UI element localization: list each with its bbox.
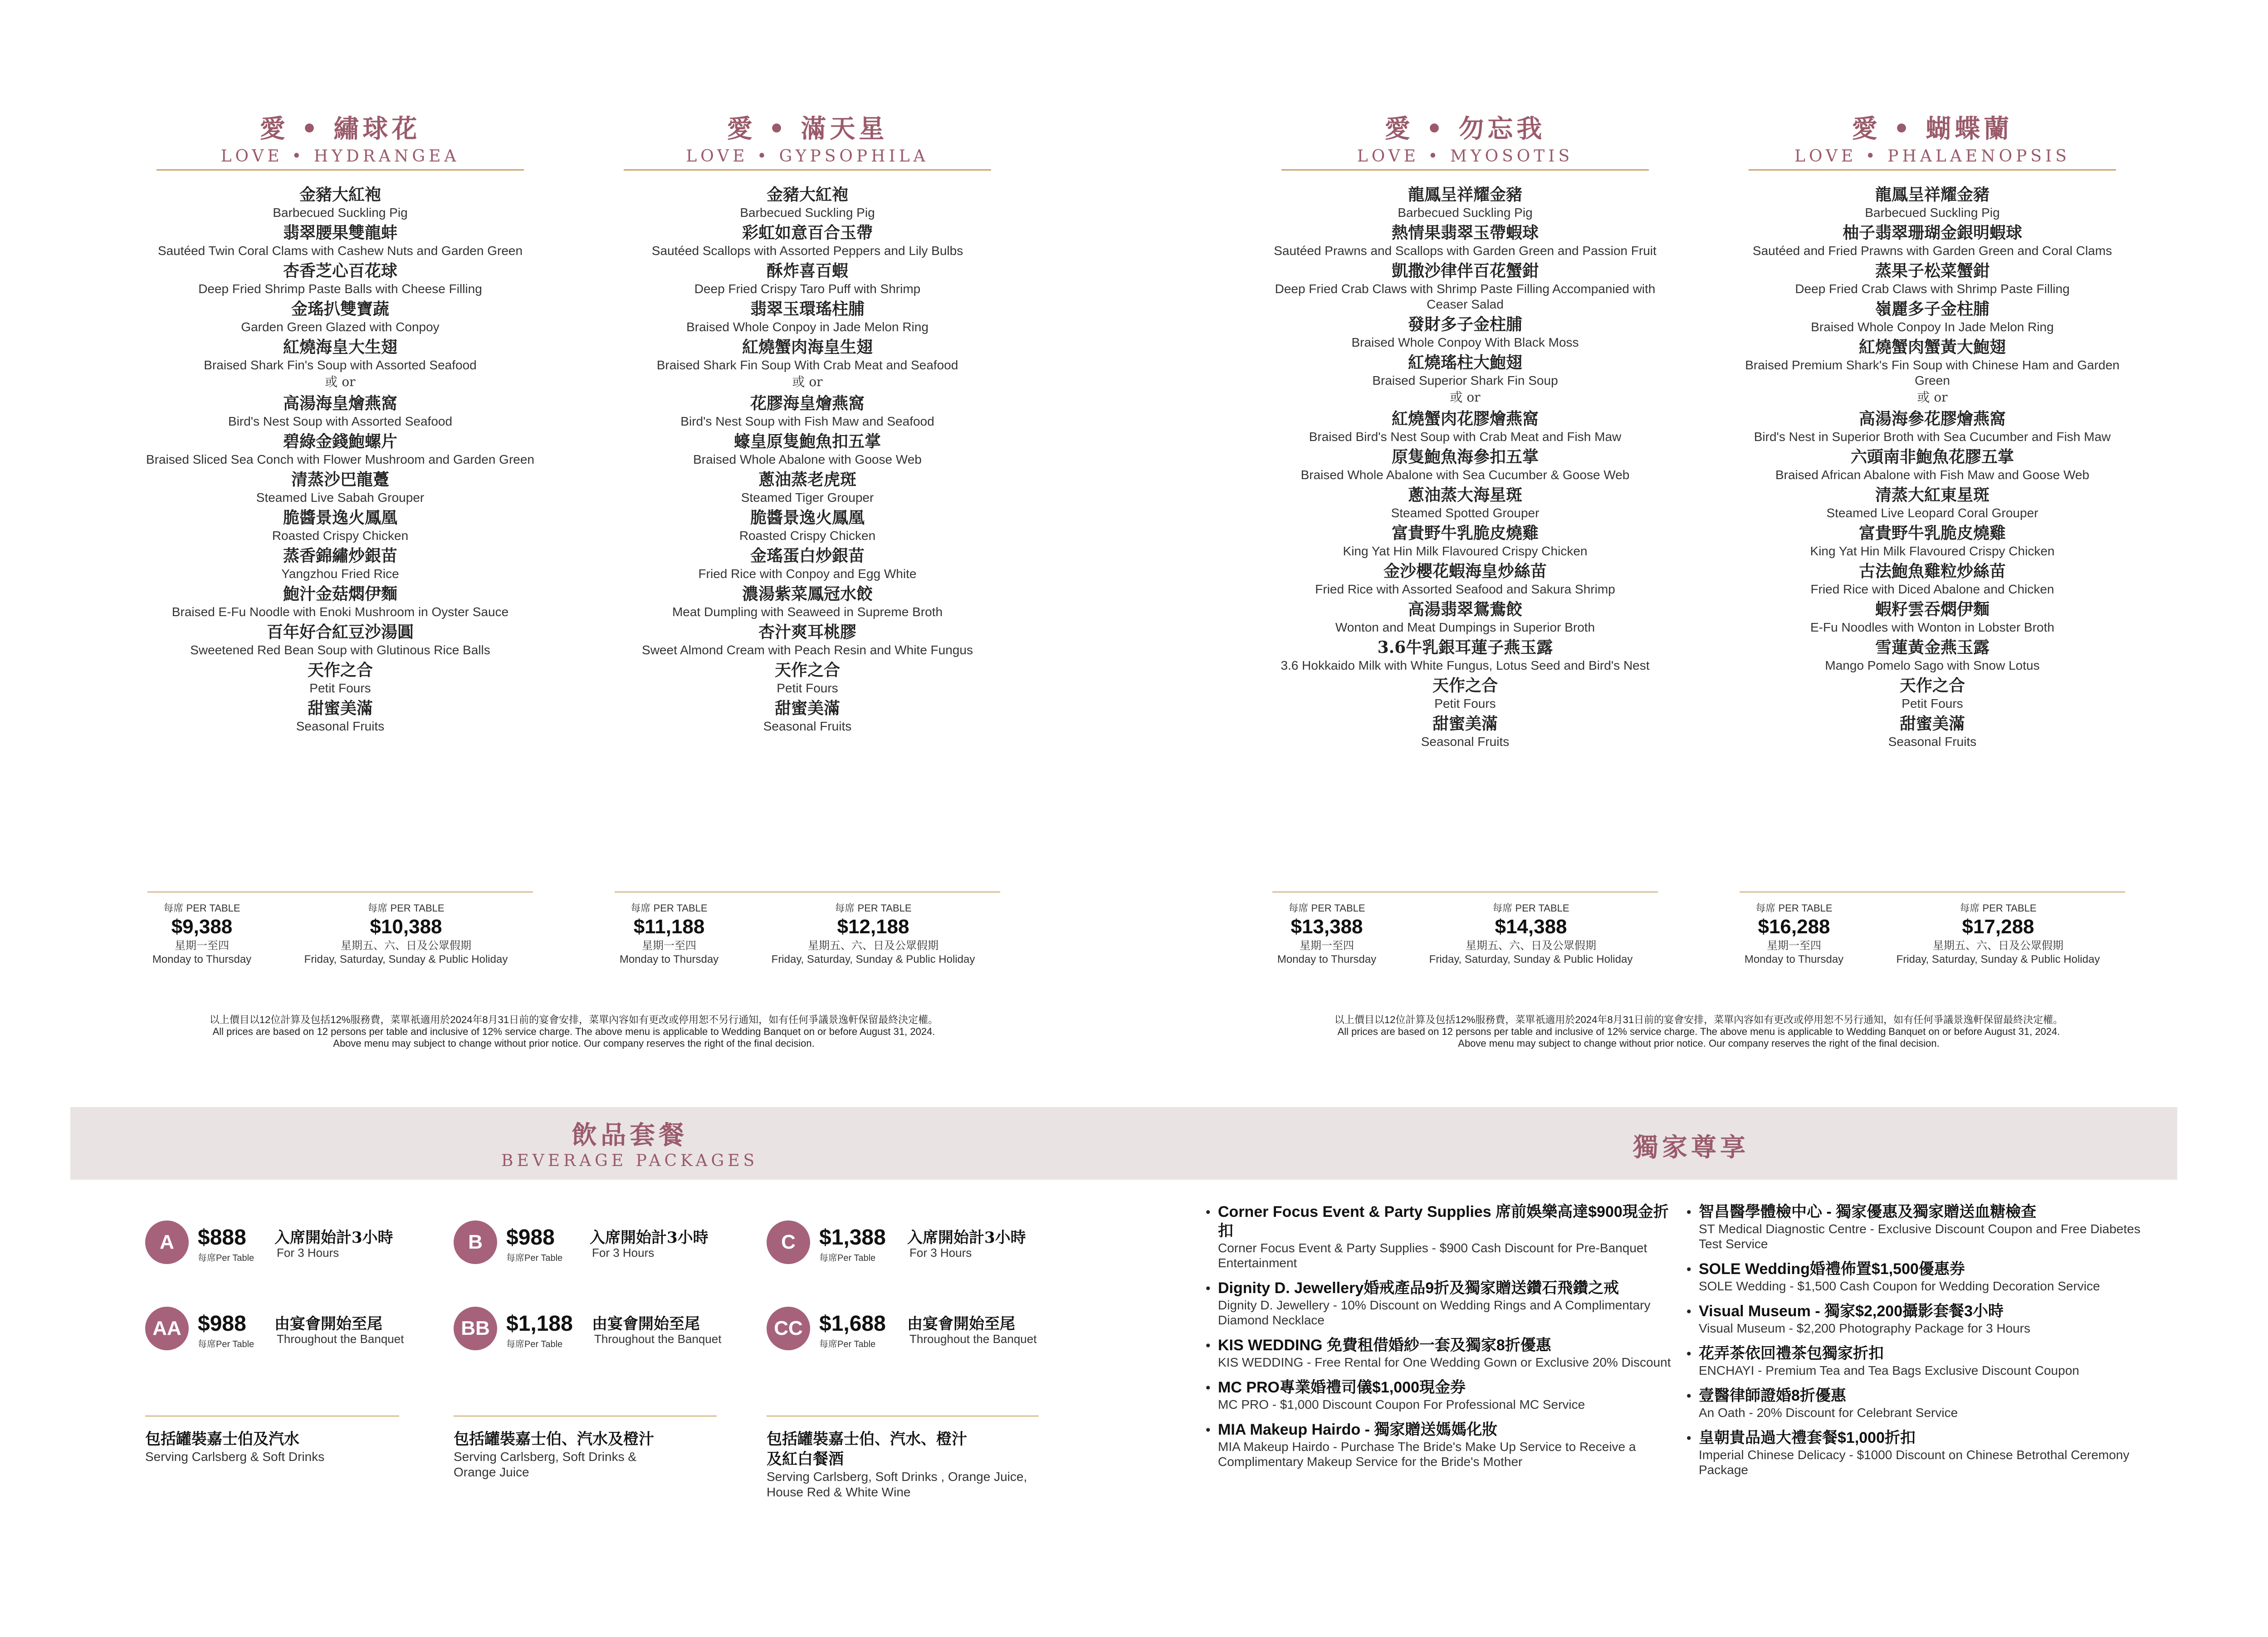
exclusive-en: Dignity D. Jewellery - 10% Discount on Wedding Rings and A Complimentary Diamond Necklace [1218, 1298, 1651, 1327]
dish-desc: Sautéed Scallops with Assorted Peppers and Lily Bulbs [651, 244, 963, 258]
price-amount: $11,188 [633, 916, 705, 938]
exclusive-zh: MC PRO專業婚禮司儀$1,000現金券 [1218, 1379, 1466, 1396]
dish-name: 杏香芝心百花球 [283, 261, 397, 280]
dish-desc: Braised E-Fu Noodle with Enoki Mushroom in Oyster Sauce [171, 605, 509, 619]
package-cc [767, 1307, 1048, 1352]
price-weekday [610, 901, 728, 966]
package-duration-en: Throughout the Banquet [277, 1332, 404, 1346]
menu-title: 愛 • 繡球花 [259, 114, 421, 144]
dish-name: 甜蜜美滿 [1432, 714, 1498, 733]
dish-desc: Braised African Abalone with Fish Maw and Goose Web [1775, 468, 2090, 482]
dish-desc: Steamed Live Sabah Grouper [256, 490, 425, 505]
dish-name: 天作之合 [1899, 676, 1965, 695]
package-price: $1,688 [819, 1312, 886, 1336]
price-days-en: Friday, Saturday, Sunday & Public Holiday [1429, 953, 1633, 966]
dish-desc: Deep Fried Crab Claws with Shrimp Paste Filling Accompanied with Ceaser Salad [1275, 282, 1656, 311]
dish-name: 高湯翡翠鴛鴦餃 [1408, 600, 1522, 619]
exclusive-en: KIS WEDDING - Free Rental for One Wedding Gown or Exclusive 20% Discount [1218, 1355, 1671, 1369]
dish-desc: Wonton and Meat Dumpings in Superior Broth [1335, 620, 1595, 634]
dish-name: 杏汁爽耳桃膠 [758, 622, 856, 642]
dish-desc: Bird's Nest Soup with Assorted Seafood [228, 414, 453, 428]
package-badge: A [145, 1220, 189, 1264]
dish-name: 百年好合紅豆沙湯圓 [266, 622, 414, 642]
dish-name: 天作之合 [307, 661, 373, 680]
dish-name: 蒸香錦繡炒銀苗 [283, 546, 397, 565]
package-c [767, 1220, 1048, 1266]
bullet-icon: • [1685, 1262, 1693, 1277]
dish-desc: Braised Whole Abalone with Sea Cucumber & Goose Web [1300, 468, 1630, 482]
exclusive-zh: 壹醫律師證婚8折優惠 [1699, 1387, 1846, 1404]
divider [156, 169, 524, 171]
footnote-right [1268, 1014, 2130, 1049]
dish-desc: Braised Superior Shark Fin Soup [1372, 373, 1558, 387]
price-label: 每席 PER TABLE [1288, 902, 1365, 914]
dish-desc: Braised Whole Abalone with Goose Web [693, 452, 922, 466]
dish-name: 翡翠腰果雙龍蚌 [283, 223, 397, 242]
package-price: $888 [198, 1225, 246, 1250]
exclusive-en: Imperial Chinese Delicacy - $1000 Discount on Chinese Betrothal Ceremony Package [1699, 1448, 2130, 1477]
price-weekend [746, 901, 1000, 966]
dish-desc: 3.6 Hokkaido Milk with White Fungus, Lotus Seed and Bird's Nest [1281, 658, 1650, 672]
dish-name: 脆醬景逸火鳳凰 [750, 508, 865, 527]
exclusive-item [1685, 1386, 2143, 1420]
package-duration-zh: 由宴會開始至尾 [592, 1315, 700, 1333]
exclusive-zh: SOLE Wedding婚禮佈置$1,500優惠券 [1699, 1260, 1965, 1278]
package-includes-3 [767, 1429, 1057, 1500]
price-label: 每席 PER TABLE [163, 902, 240, 914]
package-per: 每席Per Table [506, 1339, 563, 1349]
price-label: 每席 PER TABLE [1492, 902, 1569, 914]
package-duration-en: For 3 Hours [909, 1246, 972, 1260]
dish-desc: King Yat Hin Milk Flavoured Crispy Chicken [1810, 544, 2055, 558]
dish-name: 柚子翡翠珊瑚金銀明蝦球 [1842, 223, 2022, 242]
dish-name: 高湯海參花膠燴燕窩 [1858, 409, 2006, 428]
package-price: $988 [506, 1225, 555, 1250]
exclusive-en: Visual Museum - $2,200 Photography Package for 3 Hours [1699, 1321, 2031, 1335]
dish-desc: Roasted Crispy Chicken [272, 529, 409, 543]
dish-desc: Petit Fours [309, 681, 371, 695]
footnote-en: Above menu may subject to change without prior notice. Our company reserves the right of the final decision. [1458, 1038, 1940, 1049]
price-amount: $10,388 [370, 916, 442, 938]
menu-subtitle: LOVE • MYOSOTIS [1357, 147, 1574, 166]
price-weekday [143, 901, 261, 966]
price-amount: $16,288 [1758, 916, 1830, 938]
price-weekend [1871, 901, 2125, 966]
dish-name: 蔥油蒸老虎斑 [758, 470, 856, 489]
or-separator: 或 or [1450, 390, 1481, 405]
price-weekend [279, 901, 533, 966]
exclusive-zh: MIA Makeup Hairdo - 獨家贈送媽媽化妝 [1218, 1421, 1498, 1438]
price-weekday [1735, 901, 1853, 966]
package-per: 每席Per Table [819, 1253, 876, 1263]
dish-desc: Bird's Nest in Superior Broth with Sea Cucumber and Fish Maw [1754, 430, 2111, 444]
price-days-zh: 星期五、六、日及公眾假期 [1933, 940, 2063, 952]
footnote-en: All prices are based on 12 persons per table and inclusive of 12% service charge. The above menu is applicable to Wedding Banquet on or before August 31, 2024. [212, 1026, 935, 1037]
dish-desc: Braised Shark Fin's Soup with Assorted Seafood [204, 358, 477, 372]
exclusive-col-2 [1685, 1202, 2143, 1485]
exclusive-item [1685, 1302, 2143, 1336]
exclusive-title: 獨家尊享 [1633, 1132, 1749, 1162]
price-weekday [1268, 901, 1386, 966]
exclusive-item [1204, 1420, 1676, 1469]
exclusive-item [1204, 1378, 1676, 1412]
price-label: 每席 PER TABLE [1755, 902, 1833, 914]
dish-desc: Braised Whole Conpoy In Jade Melon Ring [1811, 320, 2054, 334]
package-bb [454, 1307, 735, 1352]
package-duration-en: Throughout the Banquet [594, 1332, 722, 1346]
exclusive-zh: 智昌醫學體檢中心 - 獨家優惠及獨家贈送血糖檢查 [1699, 1203, 2037, 1220]
package-duration-en: For 3 Hours [592, 1246, 655, 1260]
dish-name: 紅燒蟹肉蟹黃大鮑翅 [1858, 338, 2006, 357]
dish-desc: Steamed Tiger Grouper [741, 490, 874, 505]
package-badge: AA [145, 1307, 189, 1350]
bullet-icon: • [1685, 1304, 1693, 1319]
price-days-zh: 星期一至四 [1767, 940, 1821, 952]
menu-title: 愛 • 蝴蝶蘭 [1852, 114, 2013, 144]
package-includes-2 [454, 1429, 735, 1480]
dish-desc: Mango Pomelo Sago with Snow Lotus [1825, 658, 2040, 672]
menu-phalaenopsis [1735, 109, 2130, 750]
package-a [145, 1220, 417, 1266]
exclusive-item [1685, 1344, 2143, 1378]
dish-desc: Deep Fried Crispy Taro Puff with Shrimp [694, 282, 921, 296]
exclusive-zh: KIS WEDDING 免費租借婚紗一套及獨家8折優惠 [1218, 1337, 1551, 1354]
dish-name: 金瑤扒雙寶蔬 [291, 299, 389, 319]
dish-desc: Deep Fried Crab Claws with Shrimp Paste Filling [1795, 282, 2070, 296]
package-per: 每席Per Table [506, 1253, 563, 1263]
dish-name: 清蒸大紅東星斑 [1875, 485, 1989, 505]
dish-desc: Meat Dumpling with Seaweed in Supreme Broth [672, 605, 943, 619]
price-days-zh: 星期五、六、日及公眾假期 [808, 940, 938, 952]
menu-subtitle: LOVE • PHALAENOPSIS [1794, 147, 2070, 166]
dish-desc: Braised Whole Conpoy With Black Moss [1351, 335, 1579, 349]
dish-desc: Steamed Live Leopard Coral Grouper [1826, 506, 2038, 520]
dish-name: 金豬大紅袍 [299, 185, 381, 204]
dish-name: 原隻鮑魚海參扣五掌 [1391, 447, 1539, 466]
exclusive-item [1204, 1336, 1676, 1370]
dish-name: 熱情果翡翠玉帶蝦球 [1391, 223, 1539, 242]
dish-name: 嶺麗多子金柱脯 [1875, 299, 1989, 319]
dish-desc: Barbecued Suckling Pig [273, 206, 408, 220]
dish-desc: E-Fu Noodles with Wonton in Lobster Broth [1810, 620, 2054, 634]
exclusive-zh: 皇朝貴品過大禮套餐$1,000折扣 [1699, 1429, 1916, 1446]
price-label: 每席 PER TABLE [1960, 902, 2037, 914]
dish-name: 雪蓮黃金燕玉露 [1875, 638, 1989, 657]
exclusive-en: SOLE Wedding - $1,500 Cash Coupon for Wedding Decoration Service [1699, 1279, 2100, 1293]
dish-name: 古法鮑魚雞粒炒絲苗 [1858, 562, 2006, 581]
includes-en: Serving Carlsberg & Soft Drinks [145, 1450, 325, 1464]
dish-name: 甜蜜美滿 [307, 699, 373, 718]
package-badge: BB [454, 1307, 497, 1350]
dish-name: 濃湯紫菜鳳冠水餃 [742, 584, 873, 603]
or-separator: 或 or [325, 374, 356, 389]
beverage-heading [501, 1115, 758, 1170]
exclusive-item [1685, 1202, 2143, 1251]
package-per: 每席Per Table [198, 1339, 254, 1349]
package-per: 每席Per Table [819, 1339, 876, 1349]
footnote-left [143, 1014, 1005, 1049]
dish-desc: King Yat Hin Milk Flavoured Crispy Chicken [1343, 544, 1588, 558]
dish-name: 蠔皇原隻鮑魚扣五掌 [733, 432, 881, 451]
footnote-en: All prices are based on 12 persons per table and inclusive of 12% service charge. The above menu is applicable to Wedding Banquet on or before August 31, 2024. [1337, 1026, 2060, 1037]
dish-name: 酥炸喜百蝦 [766, 261, 848, 280]
package-badge: C [767, 1220, 810, 1264]
dish-name: 高湯海皇燴燕窩 [283, 394, 397, 413]
menu-title: 愛 • 滿天星 [727, 114, 888, 144]
bullet-icon: • [1685, 1431, 1693, 1446]
dish-name: 紅燒瑤柱大鮑翅 [1408, 353, 1522, 372]
exclusive-en: MIA Makeup Hairdo - Purchase The Bride's Make Up Service to Receive a Complimentary Makeup Service for the Bride's Mother [1218, 1440, 1636, 1469]
menu-hydrangea [143, 109, 538, 734]
dish-name: 翡翠玉環瑤柱脯 [750, 299, 865, 319]
exclusive-en: MC PRO - $1,000 Discount Coupon For Professional MC Service [1218, 1397, 1585, 1412]
exclusive-zh: Dignity D. Jewellery婚戒產品9折及獨家贈送鑽石飛鑽之戒 [1218, 1279, 1619, 1297]
dish-desc: Sweet Almond Cream with Peach Resin and White Fungus [642, 643, 973, 657]
or-separator: 或 or [792, 374, 823, 389]
includes-zh: 包括罐裝嘉士伯、汽水及橙汁 [454, 1430, 654, 1448]
package-badge: CC [767, 1307, 810, 1350]
price-days-en: Monday to Thursday [152, 953, 252, 966]
or-separator: 或 or [1917, 390, 1948, 405]
price-days-en: Monday to Thursday [1277, 953, 1377, 966]
dish-desc: Fried Rice with Assorted Seafood and Sakura Shrimp [1315, 582, 1615, 596]
dish-desc: Seasonal Fruits [1421, 735, 1510, 749]
dish-desc: Sautéed Prawns and Scallops with Garden Green and Passion Fruit [1274, 244, 1657, 258]
exclusive-en: ENCHAYI - Premium Tea and Tea Bags Exclusive Discount Coupon [1699, 1363, 2079, 1377]
package-b [454, 1220, 726, 1266]
dish-desc: Fried Rice with Conpoy and Egg White [698, 567, 917, 581]
package-badge: B [454, 1220, 497, 1264]
package-duration-en: For 3 Hours [277, 1246, 339, 1260]
dish-desc: Petit Fours [777, 681, 838, 695]
price-days-en: Monday to Thursday [619, 953, 719, 966]
dish-desc: Seasonal Fruits [763, 719, 852, 733]
bullet-icon: • [1685, 1389, 1693, 1404]
bullet-icon: • [1204, 1381, 1212, 1396]
dish-desc: Sweetened Red Bean Soup with Glutinous Rice Balls [190, 643, 490, 657]
dish-name: 天作之合 [1432, 676, 1498, 695]
dish-name: 發財多子金柱脯 [1408, 315, 1522, 334]
price-amount: $14,388 [1495, 916, 1567, 938]
dish-name: 花膠海皇燴燕窩 [750, 394, 865, 413]
section-banner [70, 1107, 2177, 1180]
price-days-zh: 星期一至四 [1300, 940, 1354, 952]
dish-name: 脆醬景逸火鳳凰 [283, 508, 397, 527]
includes-zh: 包括罐裝嘉士伯、汽水、橙汁及紅白餐酒 [767, 1430, 967, 1468]
exclusive-zh: Visual Museum - 獨家$2,200攝影套餐3小時 [1699, 1303, 2004, 1320]
dish-desc: Yangzhou Fried Rice [281, 567, 399, 581]
price-weekend [1404, 901, 1658, 966]
price-label: 每席 PER TABLE [367, 902, 445, 914]
menu-title: 愛 • 勿忘我 [1384, 114, 1546, 144]
package-duration-zh: 由宴會開始至尾 [274, 1315, 382, 1333]
price-days-en: Friday, Saturday, Sunday & Public Holiday [1896, 953, 2100, 966]
dish-name: 富貴野牛乳脆皮燒雞 [1858, 524, 2006, 543]
dish-desc: Barbecued Suckling Pig [1398, 206, 1533, 220]
package-price: $1,188 [506, 1312, 573, 1336]
dish-desc: Roasted Crispy Chicken [739, 529, 876, 543]
dish-desc: Braised Bird's Nest Soup with Crab Meat and Fish Maw [1309, 430, 1622, 444]
dish-name: 龍鳳呈祥耀金豬 [1875, 185, 1989, 204]
bullet-icon: • [1685, 1347, 1693, 1362]
dish-desc: Sautéed Twin Coral Clams with Cashew Nuts and Garden Green [157, 244, 523, 258]
price-amount: $17,288 [1962, 916, 2034, 938]
bullet-icon: • [1204, 1338, 1212, 1353]
package-duration-zh: 入席開始計3小時 [274, 1229, 393, 1247]
footnote-zh: 以上價目以12位計算及包括12%服務費，菜單祇適用於2024年8月31日前的宴會安排，菜單內容如有更改或停用恕不另行通知，如有任何爭議景逸軒保留最終決定權。 [1334, 1014, 2063, 1025]
dish-desc: Braised Premium Shark's Fin Soup with Chinese Ham and Garden Green [1745, 358, 2120, 387]
dish-name: 蝦籽雲吞燜伊麵 [1875, 600, 1989, 619]
beverage-subtitle: BEVERAGE PACKAGES [501, 1152, 758, 1170]
dish-name: 天作之合 [774, 661, 840, 680]
dish-name: 紅燒蟹肉海皇生翅 [742, 338, 873, 357]
price-amount: $12,188 [837, 916, 909, 938]
dish-desc: Steamed Spotted Grouper [1391, 506, 1540, 520]
dish-name: 龍鳳呈祥耀金豬 [1408, 185, 1522, 204]
dish-desc: Bird's Nest Soup with Fish Maw and Seafood [680, 414, 934, 428]
exclusive-item [1685, 1260, 2143, 1294]
dish-name: 鮑汁金菇燜伊麵 [283, 584, 397, 603]
price-days-zh: 星期五、六、日及公眾假期 [1466, 940, 1596, 952]
dish-desc: Seasonal Fruits [296, 719, 385, 733]
dish-desc: Barbecued Suckling Pig [740, 206, 875, 220]
dish-name: 碧綠金錢鮑螺片 [283, 432, 397, 451]
dish-name: 凱撒沙律伴百花蟹鉗 [1391, 261, 1539, 280]
menu-myosotis [1268, 109, 1662, 750]
dish-name: 金豬大紅袍 [766, 185, 848, 204]
price-days-en: Friday, Saturday, Sunday & Public Holiday [771, 953, 975, 966]
dish-name: 金沙櫻花蝦海皇炒絲苗 [1383, 562, 1547, 581]
dish-name: 紅燒蟹肉花膠燴燕窩 [1391, 409, 1539, 428]
divider [1749, 169, 2116, 171]
exclusive-zh: Corner Focus Event & Party Supplies 席前娛樂高達$900現金折扣 [1218, 1203, 1669, 1240]
package-duration-zh: 入席開始計3小時 [907, 1229, 1026, 1247]
dish-name: 清蒸沙巴龍躉 [291, 470, 389, 489]
divider [624, 169, 991, 171]
package-duration-zh: 入席開始計3小時 [590, 1229, 709, 1247]
footnote-en: Above menu may subject to change without prior notice. Our company reserves the right of the final decision. [333, 1038, 815, 1049]
bullet-icon: • [1685, 1205, 1693, 1220]
dish-desc: Fried Rice with Diced Abalone and Chicken [1810, 582, 2054, 596]
dish-desc: Seasonal Fruits [1888, 735, 1977, 749]
exclusive-item [1204, 1202, 1676, 1270]
price-label: 每席 PER TABLE [631, 902, 708, 914]
includes-zh: 包括罐裝嘉士伯及汽水 [145, 1430, 299, 1448]
bullet-icon: • [1204, 1281, 1212, 1296]
dish-name: 甜蜜美滿 [774, 699, 840, 718]
dish-desc: Braised Sliced Sea Conch with Flower Mushroom and Garden Green [146, 452, 534, 466]
dish-name: 六頭南非鮑魚花膠五掌 [1850, 447, 2014, 466]
dish-name: 甜蜜美滿 [1899, 714, 1965, 733]
dish-name: 彩虹如意百合玉帶 [742, 223, 873, 242]
divider [1281, 169, 1649, 171]
dish-desc: Barbecued Suckling Pig [1865, 206, 2000, 220]
exclusive-item [1685, 1428, 2143, 1477]
dish-name: 富貴野牛乳脆皮燒雞 [1391, 524, 1539, 543]
price-label: 每席 PER TABLE [835, 902, 912, 914]
exclusive-zh: 花弄茶依回禮茶包獨家折扣 [1699, 1345, 1884, 1362]
menu-subtitle: LOVE • HYDRANGEA [220, 147, 460, 166]
dish-desc: Garden Green Glazed with Conpoy [241, 320, 440, 334]
dish-desc: Sautéed and Fried Prawns with Garden Green and Coral Clams [1752, 244, 2112, 258]
dish-name: 紅燒海皇大生翅 [283, 338, 397, 357]
dish-desc: Petit Fours [1434, 696, 1496, 711]
package-duration-en: Throughout the Banquet [909, 1332, 1037, 1346]
menu-gypsophila [610, 109, 1005, 734]
exclusive-col-1 [1204, 1202, 1676, 1477]
package-duration-zh: 由宴會開始至尾 [907, 1315, 1015, 1333]
package-per: 每席Per Table [198, 1253, 254, 1263]
dish-name: 金瑤蛋白炒銀苗 [750, 546, 865, 565]
dish-name: 3.6牛乳銀耳蓮子燕玉露 [1377, 638, 1553, 657]
package-includes-1 [145, 1429, 426, 1465]
package-price: $1,388 [819, 1225, 886, 1250]
dish-desc: Petit Fours [1901, 696, 1963, 711]
price-amount: $13,388 [1290, 916, 1363, 938]
dish-name: 蔥油蒸大海星斑 [1408, 485, 1522, 505]
price-days-en: Monday to Thursday [1744, 953, 1844, 966]
exclusive-item [1204, 1279, 1676, 1328]
price-days-zh: 星期五、六、日及公眾假期 [341, 940, 471, 952]
exclusive-en: Corner Focus Event & Party Supplies - $900 Cash Discount for Pre-Banquet Entertainment [1218, 1241, 1647, 1270]
dish-desc: Braised Shark Fin Soup With Crab Meat and Seafood [656, 358, 958, 372]
price-days-zh: 星期一至四 [642, 940, 696, 952]
price-days-en: Friday, Saturday, Sunday & Public Holiday [304, 953, 508, 966]
package-aa [145, 1307, 417, 1352]
price-amount: $9,388 [171, 916, 233, 938]
dish-name: 蒸果子松菜蟹鉗 [1875, 261, 1989, 280]
exclusive-en: An Oath - 20% Discount for Celebrant Service [1699, 1406, 1958, 1420]
bullet-icon: • [1204, 1205, 1212, 1220]
bullet-icon: • [1204, 1423, 1212, 1438]
exclusive-en: ST Medical Diagnostic Centre - Exclusive Discount Coupon and Free Diabetes Test Service [1699, 1222, 2141, 1251]
includes-en: Serving Carlsberg, Soft Drinks , Orange Juice, House Red & White Wine [767, 1470, 1027, 1499]
footnote-zh: 以上價目以12位計算及包括12%服務費，菜單祇適用於2024年8月31日前的宴會安排，菜單內容如有更改或停用恕不另行通知，如有任何爭議景逸軒保留最終決定權。 [209, 1014, 938, 1025]
beverage-title: 飲品套餐 [572, 1120, 688, 1150]
includes-en: Serving Carlsberg, Soft Drinks & Orange Juice [454, 1450, 637, 1479]
package-price: $988 [198, 1312, 246, 1336]
dish-desc: Deep Fried Shrimp Paste Balls with Cheese Filling [198, 282, 482, 296]
price-days-zh: 星期一至四 [175, 940, 229, 952]
menu-subtitle: LOVE • GYPSOPHILA [686, 147, 929, 166]
dish-desc: Braised Whole Conpoy in Jade Melon Ring [686, 320, 929, 334]
